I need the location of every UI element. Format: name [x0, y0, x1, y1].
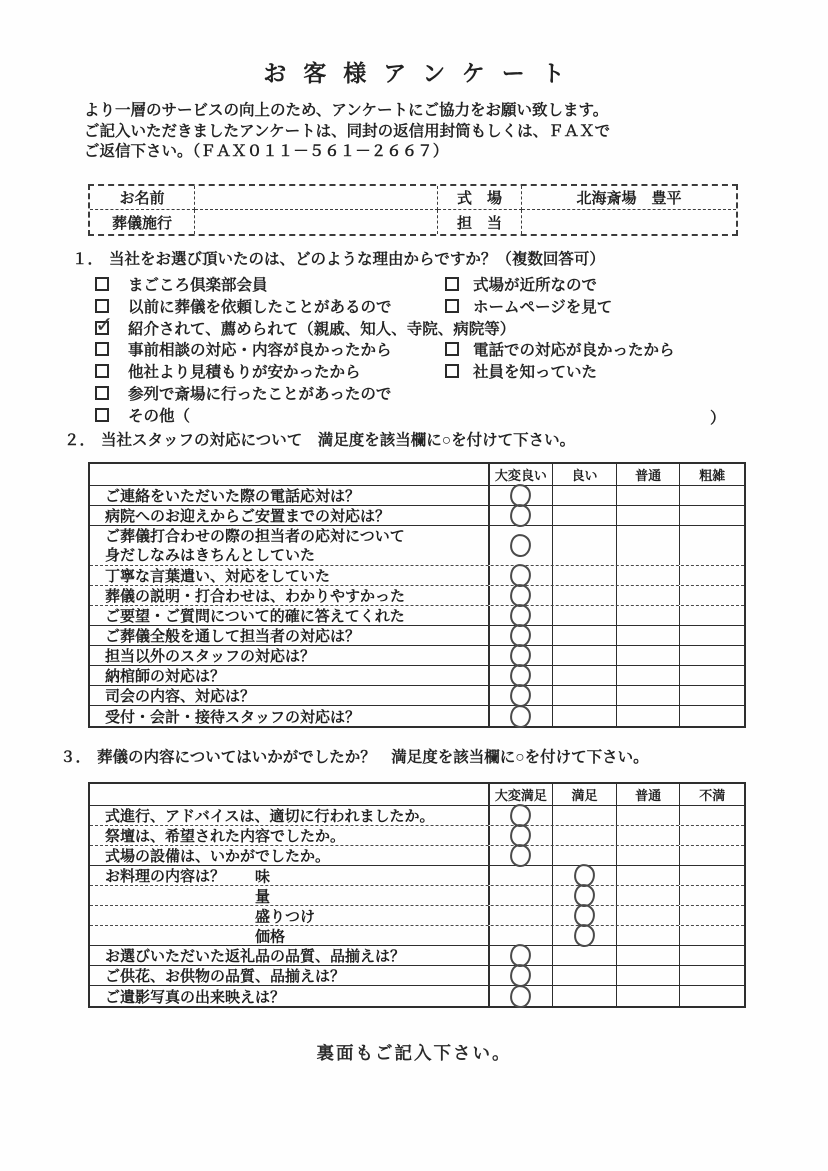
option-label: 以前に葬儀を依頼したことがあるので — [128, 298, 392, 316]
q3-row-8 — [90, 966, 744, 986]
option-label: ホームページを見て — [473, 298, 613, 316]
answer-cell[interactable] — [553, 566, 617, 585]
answer-cell[interactable] — [553, 806, 617, 825]
question-2-number: ２． — [64, 432, 96, 449]
answer-cell[interactable] — [617, 986, 681, 1006]
answer-cell[interactable] — [617, 486, 681, 505]
option-label: その他（ — [128, 407, 191, 425]
answer-cell[interactable] — [553, 506, 617, 525]
answer-cell[interactable] — [553, 686, 617, 705]
q2-row-1 — [90, 506, 744, 526]
question-1 — [72, 247, 772, 426]
option-label: 事前相談の対応・内容が良かったから — [128, 342, 392, 360]
q2-row-label: 葬儀の説明・打合わせは、わかりやすかった — [90, 586, 490, 605]
answer-cell[interactable] — [617, 606, 681, 625]
q2-row-label: 納棺師の対応は？ — [90, 666, 490, 685]
q3-row-6 — [90, 926, 744, 946]
intro-line: より一層のサービスの向上のため、アンケートにご協力をお願い致します。 — [84, 102, 609, 119]
answer-cell[interactable] — [553, 886, 617, 905]
answer-cell[interactable] — [490, 686, 554, 705]
answer-cell[interactable] — [490, 966, 554, 985]
checkbox-other[interactable] — [95, 408, 109, 422]
food-sub-label: 盛りつけ — [255, 908, 316, 925]
option-row — [72, 382, 772, 404]
answer-cell[interactable] — [680, 966, 744, 985]
q2-row-8 — [90, 666, 744, 686]
option-row — [72, 404, 772, 426]
q2-row-6 — [90, 626, 744, 646]
q3-row-label: ご遺影写真の出来映えは？ — [90, 986, 490, 1006]
q3-row-3 — [90, 866, 744, 886]
answer-cell[interactable] — [680, 866, 744, 885]
answer-cell[interactable] — [680, 586, 744, 605]
answer-cell[interactable] — [617, 706, 681, 726]
q3-row-label: お選びいただいた返礼品の品質、品揃えは？ — [90, 946, 490, 965]
question-1-text: 当社をお選び頂いたのは、どのような理由からですか？（複数回答可） — [109, 251, 605, 268]
answer-cell[interactable] — [680, 926, 744, 945]
q3-row-label — [90, 886, 490, 905]
answer-cell[interactable] — [490, 906, 554, 925]
answer-cell[interactable] — [617, 906, 681, 925]
q3-row-1 — [90, 826, 744, 846]
answer-cell[interactable] — [490, 946, 554, 965]
answer-cell[interactable] — [490, 886, 554, 905]
answer-cell[interactable] — [490, 666, 554, 685]
q3-row-4 — [90, 886, 744, 906]
staff-field[interactable] — [522, 210, 736, 234]
answer-cell[interactable] — [553, 526, 617, 565]
answer-cell[interactable] — [617, 806, 681, 825]
answer-cell[interactable] — [553, 926, 617, 945]
food-sub-label: 価格 — [255, 928, 286, 945]
page-title: お客様アンケート — [263, 60, 582, 86]
answer-cell[interactable] — [617, 626, 681, 645]
q2-row-2 — [90, 526, 744, 566]
answer-cell[interactable] — [490, 506, 554, 525]
option-row — [72, 360, 772, 382]
answer-cell[interactable] — [680, 486, 744, 505]
option-row — [72, 295, 772, 317]
q3-col-header: 不満 — [699, 788, 726, 803]
answer-cell[interactable] — [617, 846, 681, 865]
circle-mark — [509, 983, 532, 1008]
answer-cell[interactable] — [680, 606, 744, 625]
answer-cell[interactable] — [553, 906, 617, 925]
answer-cell[interactable] — [490, 706, 554, 726]
option-row — [72, 317, 772, 339]
q2-row-label: 司会の内容、対応は？ — [90, 686, 490, 705]
question-2-text: 当社スタッフの対応について 満足度を該当欄に○を付けて下さい。 — [101, 432, 576, 449]
q3-row-5 — [90, 906, 744, 926]
answer-cell[interactable] — [490, 486, 554, 505]
question-1-number: １． — [72, 251, 104, 268]
q2-header-row — [90, 464, 744, 486]
staff-label: 担 当 — [438, 210, 522, 234]
answer-cell[interactable] — [617, 826, 681, 845]
question-1-heading — [72, 247, 772, 269]
checkbox-attended-before[interactable] — [95, 386, 109, 400]
answer-cell[interactable] — [617, 666, 681, 685]
q3-header-row — [90, 784, 744, 806]
answer-cell[interactable] — [553, 586, 617, 605]
respondent-info-box — [88, 184, 738, 236]
answer-cell[interactable] — [680, 506, 744, 525]
q2-col-header: 普通 — [617, 464, 681, 485]
q3-header-blank — [90, 784, 490, 805]
other-close-paren: ） — [710, 409, 726, 427]
q2-row-10 — [90, 706, 744, 726]
answer-cell[interactable] — [553, 846, 617, 865]
circle-mark — [509, 703, 532, 728]
answer-cell[interactable] — [553, 866, 617, 885]
checkbox-knew-employee[interactable] — [445, 364, 459, 378]
answer-cell[interactable] — [680, 846, 744, 865]
answer-cell[interactable] — [617, 946, 681, 965]
circle-mark — [573, 923, 596, 948]
answer-cell[interactable] — [490, 926, 554, 945]
q3-row-label: お料理の内容は？ 味 — [90, 866, 490, 885]
option-label: 社員を知っていた — [473, 364, 598, 382]
q2-row-label: ご葬儀打合わせの際の担当者の応対について 身だしなみはきちんとしていた — [90, 526, 490, 565]
circle-mark — [509, 843, 532, 868]
q2-col-header: 良い — [553, 464, 617, 485]
q2-row-7 — [90, 646, 744, 666]
option-row — [72, 338, 772, 360]
answer-cell[interactable] — [680, 906, 744, 925]
food-sub-label: 味 — [255, 868, 271, 885]
answer-cell[interactable] — [680, 826, 744, 845]
answer-cell[interactable] — [680, 706, 744, 726]
name-field[interactable] — [195, 186, 438, 210]
answer-cell[interactable] — [490, 526, 554, 565]
answer-cell[interactable] — [553, 826, 617, 845]
practice-label: 葬儀施行 — [90, 210, 195, 234]
q3-row-label — [90, 906, 490, 925]
q3-row-label — [90, 926, 490, 945]
answer-cell[interactable] — [680, 566, 744, 585]
answer-cell[interactable] — [617, 966, 681, 985]
option-label: 紹介されて、薦められて（親戚、知人、寺院、病院等） — [128, 320, 516, 338]
question-3-number: ３． — [60, 749, 92, 766]
answer-cell[interactable] — [617, 646, 681, 665]
checkbox-saw-homepage[interactable] — [445, 299, 459, 313]
circle-mark — [509, 533, 532, 558]
option-label: 電話での対応が良かったから — [473, 342, 675, 360]
q3-col-header: 満足 — [553, 784, 617, 805]
food-sub-label: 量 — [255, 888, 271, 905]
q3-row-7 — [90, 946, 744, 966]
answer-cell[interactable] — [617, 886, 681, 905]
checkbox-introduced[interactable] — [95, 321, 109, 335]
answer-cell[interactable] — [553, 706, 617, 726]
q2-row-0 — [90, 486, 744, 506]
q2-row-label: 担当以外のスタッフの対応は？ — [90, 646, 490, 665]
answer-cell[interactable] — [553, 666, 617, 685]
answer-cell[interactable] — [617, 566, 681, 585]
q2-row-label: 病院へのお迎えからご安置までの対応は？ — [90, 506, 490, 525]
answer-cell[interactable] — [490, 986, 554, 1006]
answer-cell[interactable] — [617, 686, 681, 705]
checkbox-prior-consult[interactable] — [95, 342, 109, 356]
answer-cell[interactable] — [680, 806, 744, 825]
q2-header-blank — [90, 464, 490, 485]
option-label: 式場が近所なので — [473, 276, 598, 294]
checkbox-magokoro-member[interactable] — [95, 277, 109, 291]
answer-cell[interactable] — [680, 986, 744, 1006]
answer-cell[interactable] — [553, 946, 617, 965]
q3-row-label: 式進行、アドバイスは、適切に行われましたか。 — [90, 806, 490, 825]
intro-line: ご記入いただきましたアンケートは、同封の返信用封筒もしくは、ＦＡＸで — [84, 122, 611, 140]
q3-row-label: 式場の設備は、いかがでしたか。 — [90, 846, 490, 865]
answer-cell[interactable] — [617, 926, 681, 945]
q2-satisfaction-table — [88, 462, 746, 728]
answer-cell[interactable] — [490, 806, 554, 825]
answer-cell[interactable] — [490, 846, 554, 865]
answer-cell[interactable] — [553, 986, 617, 1006]
intro-text — [84, 101, 610, 163]
q3-row-2 — [90, 846, 744, 866]
option-row — [72, 273, 772, 295]
q2-row-9 — [90, 686, 744, 706]
question-1-options — [72, 273, 772, 426]
q2-row-3 — [90, 566, 744, 586]
answer-cell[interactable] — [680, 946, 744, 965]
q2-row-label: ご要望・ご質問について的確に答えてくれた — [90, 606, 490, 625]
q3-col-header: 大変満足 — [490, 784, 554, 805]
q3-row-label: ご供花、お供物の品質、品揃えは？ — [90, 966, 490, 985]
q3-row-9 — [90, 986, 744, 1006]
answer-cell[interactable] — [553, 486, 617, 505]
answer-cell[interactable] — [617, 506, 681, 525]
checkbox-cheaper-quote[interactable] — [95, 364, 109, 378]
q2-row-label: 受付・会計・接待スタッフの対応は？ — [90, 706, 490, 726]
q2-col-header: 大変良い — [490, 464, 554, 485]
checkbox-venue-nearby[interactable] — [445, 277, 459, 291]
answer-cell[interactable] — [680, 526, 744, 565]
q2-row-5 — [90, 606, 744, 626]
answer-cell[interactable] — [553, 646, 617, 665]
q3-row-label: 祭壇は、希望された内容でしたか。 — [90, 826, 490, 845]
answer-cell[interactable] — [617, 866, 681, 885]
q2-col-header: 粗雑 — [699, 468, 726, 483]
answer-cell[interactable] — [617, 526, 681, 565]
answer-cell[interactable] — [553, 606, 617, 625]
q2-row-label: ご葬儀全般を通して担当者の対応は？ — [90, 626, 490, 645]
q2-row-label: 丁寧な言葉遣い、対応をしていた — [90, 566, 490, 585]
venue-label: 式 場 — [438, 186, 522, 210]
option-label: まごころ倶楽部会員 — [128, 276, 268, 294]
answer-cell[interactable] — [553, 966, 617, 985]
answer-cell[interactable] — [490, 606, 554, 625]
intro-line: ご返信下さい。（ＦＡＸ０１１－５６１－２６６７） — [84, 143, 449, 160]
practice-field[interactable] — [195, 210, 438, 234]
q3-col-header: 普通 — [617, 784, 681, 805]
answer-cell[interactable] — [680, 686, 744, 705]
footer-note: 裏面もご記入下さい。 — [316, 1043, 512, 1063]
answer-cell[interactable] — [490, 626, 554, 645]
answer-cell[interactable] — [553, 626, 617, 645]
question-3-heading — [60, 745, 649, 767]
name-label: お名前 — [90, 186, 195, 210]
question-2-heading — [64, 428, 575, 450]
venue-value: 北海斎場 豊平 — [522, 186, 736, 210]
question-3-text: 葬儀の内容についてはいかがでしたか？ 満足度を該当欄に○を付けて下さい。 — [97, 749, 649, 766]
q3-satisfaction-table — [88, 782, 746, 1008]
answer-cell[interactable] — [680, 666, 744, 685]
answer-cell[interactable] — [490, 566, 554, 585]
option-label: 他社より見積もりが安かったから — [128, 364, 361, 382]
q3-row-0 — [90, 806, 744, 826]
q2-row-label: ご連絡をいただいた際の電話応対は？ — [90, 486, 490, 505]
q2-row-4 — [90, 586, 744, 606]
option-label: 参列で斎場に行ったことがあったので — [128, 385, 392, 403]
answer-cell[interactable] — [490, 586, 554, 605]
answer-cell[interactable] — [490, 826, 554, 845]
answer-cell[interactable] — [680, 626, 744, 645]
answer-cell[interactable] — [680, 646, 744, 665]
answer-cell[interactable] — [680, 886, 744, 905]
answer-cell[interactable] — [490, 646, 554, 665]
circle-mark — [509, 503, 532, 528]
checkbox-phone-response[interactable] — [445, 342, 459, 356]
answer-cell[interactable] — [617, 586, 681, 605]
answer-cell[interactable] — [490, 866, 554, 885]
